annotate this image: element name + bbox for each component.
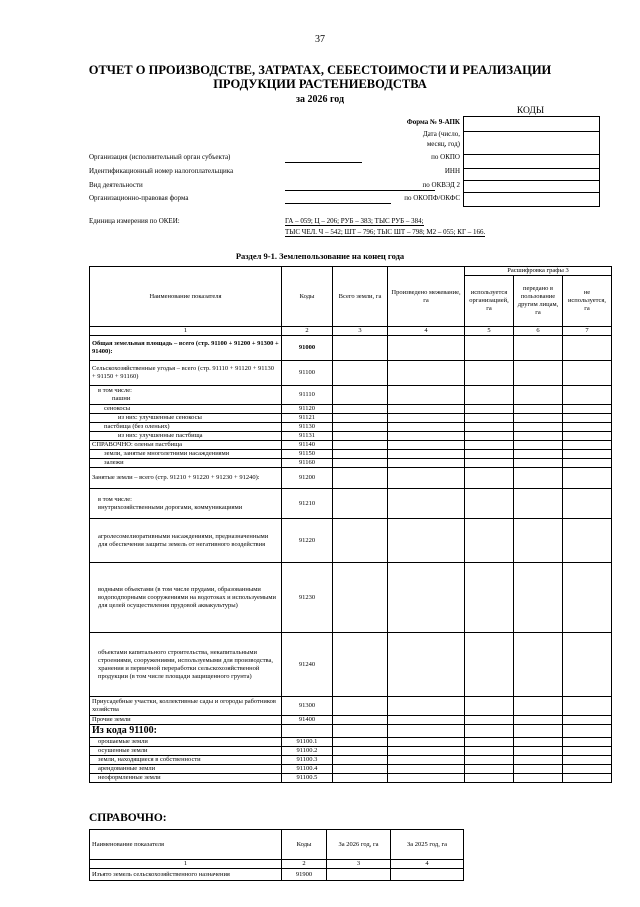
value-cell[interactable]	[465, 489, 514, 519]
value-cell[interactable]	[514, 414, 563, 423]
table-row	[90, 441, 612, 450]
row-name: из них: улучшенные сенокосы	[90, 414, 282, 423]
col-header-transferred: передано в пользование другим лицам, га	[514, 276, 563, 327]
row-name: Приусадебные участки, коллективные сады и огороды работников хозяйства	[90, 697, 282, 716]
value-cell[interactable]	[465, 716, 514, 725]
row-code: 91200	[282, 468, 333, 489]
value-cell[interactable]	[514, 459, 563, 468]
row-name: водными объектами (в том числе прудами, образованными водоподпорными сооружениями на водотоках и используемыми для целей осуществления прудовой аквакультуры)	[90, 563, 282, 633]
spravochno-table	[89, 829, 464, 881]
table-row	[90, 386, 612, 405]
value-cell[interactable]	[563, 633, 612, 697]
value-cell[interactable]	[563, 450, 612, 459]
value-cell[interactable]	[333, 747, 388, 756]
table-row	[90, 468, 612, 489]
row-name: пастбища (без оленьих)	[90, 423, 282, 432]
value-cell[interactable]	[333, 716, 388, 725]
table-row	[90, 519, 612, 563]
col-header-not-used: не используется, га	[563, 276, 612, 327]
row-code: 91220	[282, 519, 333, 563]
value-cell[interactable]	[563, 519, 612, 563]
row-name: сенокосы	[90, 405, 282, 414]
row-name: объектами капитального строительства, некапитальными строениями, сооружениями, используемыми для производства, хранения и первичной переработки сельскохозяйственной продукции (в том числе площади защищенного грунта)	[90, 633, 282, 697]
taxid-label: Идентификационный номер налогоплательщика	[89, 167, 234, 175]
table-row	[90, 869, 464, 881]
row-name-line: в том числе:	[98, 387, 132, 394]
value-cell[interactable]	[563, 489, 612, 519]
value-cell[interactable]	[388, 697, 465, 716]
from-code-heading: Из кода 91100:	[90, 725, 282, 738]
row-code: 91900	[282, 869, 327, 881]
value-cell[interactable]	[563, 423, 612, 432]
row-code: 91100.1	[282, 738, 333, 747]
value-cell[interactable]	[333, 414, 388, 423]
value-cell[interactable]	[388, 423, 465, 432]
value-cell[interactable]	[514, 756, 563, 765]
value-cell[interactable]	[333, 405, 388, 414]
value-cell[interactable]	[333, 489, 388, 519]
row-code: 91150	[282, 450, 333, 459]
value-cell[interactable]	[514, 441, 563, 450]
row-code: 91110	[282, 386, 333, 405]
table-row	[90, 738, 612, 747]
value-cell	[563, 725, 612, 738]
value-cell[interactable]	[333, 459, 388, 468]
value-cell[interactable]	[563, 441, 612, 450]
divider	[464, 180, 599, 181]
row-code: 91000	[282, 336, 333, 361]
row-code: 91230	[282, 563, 333, 633]
spravochno-heading: СПРАВОЧНО:	[89, 812, 167, 824]
table-row	[90, 765, 612, 774]
report-year: за 2026 год	[295, 94, 345, 105]
divider	[464, 131, 599, 132]
row-code: 91400	[282, 716, 333, 725]
row-name: земли, находящиеся в собственности	[90, 756, 282, 765]
value-cell[interactable]	[563, 468, 612, 489]
value-cell[interactable]	[388, 450, 465, 459]
col-header-mowing: Произведено межевание, га	[388, 267, 465, 327]
value-cell[interactable]	[388, 489, 465, 519]
row-code: 91120	[282, 405, 333, 414]
value-cell[interactable]	[333, 774, 388, 783]
table-row	[90, 450, 612, 459]
table-row	[90, 716, 612, 725]
col-number: 4	[391, 860, 464, 869]
row-name: СПРАВОЧНО: оленьи пастбища	[90, 441, 282, 450]
title-line-2: ПРОДУКЦИИ РАСТЕНИЕВОДСТВА	[213, 77, 427, 91]
page-number: 37	[315, 34, 325, 45]
value-cell[interactable]	[465, 405, 514, 414]
value-cell[interactable]	[388, 747, 465, 756]
value-cell[interactable]	[333, 450, 388, 459]
row-code: 91100.5	[282, 774, 333, 783]
value-cell[interactable]	[388, 738, 465, 747]
activity-label: Вид деятельности	[89, 181, 143, 189]
value-cell[interactable]	[563, 386, 612, 405]
value-cell[interactable]	[465, 361, 514, 386]
value-cell[interactable]	[327, 869, 391, 881]
value-cell[interactable]	[563, 774, 612, 783]
value-cell[interactable]	[563, 459, 612, 468]
units-label: Единица измерения по ОКЕИ:	[89, 217, 180, 225]
row-code: 91210	[282, 489, 333, 519]
col-number: 5	[465, 327, 514, 336]
value-cell[interactable]	[514, 747, 563, 756]
value-cell[interactable]	[465, 468, 514, 489]
row-code: 91121	[282, 414, 333, 423]
row-name: Занятые земли – всего (стр. 91210 + 91220 + 91230 + 91240):	[90, 468, 282, 489]
value-cell[interactable]	[388, 756, 465, 765]
table-row	[90, 774, 612, 783]
value-cell[interactable]	[333, 765, 388, 774]
value-cell[interactable]	[333, 697, 388, 716]
value-cell[interactable]	[465, 386, 514, 405]
org-label: Организация (исполнительный орган субъекта)	[89, 153, 231, 161]
value-cell	[465, 725, 514, 738]
row-name: Прочие земли	[90, 716, 282, 725]
date-label-2: месяц, год)	[426, 140, 460, 148]
col-number: 1	[90, 327, 282, 336]
row-code: 91130	[282, 423, 333, 432]
value-cell[interactable]	[563, 738, 612, 747]
row-name: земли, занятые многолетними насаждениями	[90, 450, 282, 459]
value-cell[interactable]	[465, 414, 514, 423]
value-cell[interactable]	[514, 774, 563, 783]
value-cell[interactable]	[388, 519, 465, 563]
value-cell[interactable]	[388, 441, 465, 450]
okopf-label: по ОКОПФ/ОКФС	[404, 194, 460, 202]
row-name: агролесомелиоративными насаждениями, предназначенными для обеспечения защиты земель от негативного воздействия	[90, 519, 282, 563]
col-header-2025: За 2025 год, га	[391, 830, 464, 860]
table-row	[90, 432, 612, 441]
value-cell[interactable]	[465, 336, 514, 361]
value-cell[interactable]	[563, 361, 612, 386]
row-code: 91240	[282, 633, 333, 697]
row-code: 91100.4	[282, 765, 333, 774]
divider	[464, 154, 599, 155]
value-cell[interactable]	[465, 633, 514, 697]
value-cell[interactable]	[465, 747, 514, 756]
value-cell[interactable]	[388, 432, 465, 441]
row-name: Общая земельная площадь – всего (стр. 91100 + 91200 + 91300 + 91400):	[90, 336, 282, 361]
divider	[464, 168, 599, 169]
row-code: 91160	[282, 459, 333, 468]
value-cell[interactable]	[388, 336, 465, 361]
value-cell[interactable]	[333, 386, 388, 405]
table-row	[90, 414, 612, 423]
row-name: осушенные земли	[90, 747, 282, 756]
legal-form-label: Организационно-правовая форма	[89, 194, 189, 202]
value-cell[interactable]	[563, 432, 612, 441]
codes-header: КОДЫ	[516, 106, 545, 116]
col-header-codes: Коды	[282, 830, 327, 860]
units-line-1: ГА – 059; Ц – 206; РУБ – 383; ТЫС РУБ – 384;	[285, 217, 424, 225]
value-cell[interactable]	[563, 756, 612, 765]
table-row	[90, 633, 612, 697]
col-header-used: используется организацией, га	[465, 276, 514, 327]
row-name-line: в том числе:	[98, 495, 132, 503]
value-cell[interactable]	[388, 765, 465, 774]
value-cell[interactable]	[563, 747, 612, 756]
value-cell[interactable]	[388, 716, 465, 725]
okpo-label: по ОКПО	[431, 153, 460, 161]
table-row	[90, 459, 612, 468]
col-number: 6	[514, 327, 563, 336]
value-cell	[282, 725, 333, 738]
value-cell[interactable]	[333, 738, 388, 747]
value-cell[interactable]	[333, 633, 388, 697]
activity-line	[285, 189, 435, 191]
row-name: арендованные земли	[90, 765, 282, 774]
value-cell[interactable]	[563, 414, 612, 423]
value-cell[interactable]	[563, 336, 612, 361]
value-cell[interactable]	[465, 459, 514, 468]
row-code: 91100.2	[282, 747, 333, 756]
value-cell[interactable]	[514, 432, 563, 441]
units-line-2: ТЫС ЧЕЛ. Ч – 542; ШТ – 796; ТЫС ШТ – 798; М2 – 055; КГ – 166.	[285, 228, 486, 236]
col-number: 3	[327, 860, 391, 869]
value-cell[interactable]	[465, 450, 514, 459]
form-number: Форма № 9-АПК	[406, 118, 460, 126]
value-cell[interactable]	[465, 441, 514, 450]
table-row	[90, 489, 612, 519]
value-cell[interactable]	[333, 423, 388, 432]
col-header-2026: За 2026 год, га	[327, 830, 391, 860]
value-cell[interactable]	[563, 563, 612, 633]
table-row	[90, 756, 612, 765]
value-cell[interactable]	[465, 697, 514, 716]
value-cell[interactable]	[333, 468, 388, 489]
value-cell[interactable]	[514, 563, 563, 633]
value-cell[interactable]	[333, 361, 388, 386]
value-cell[interactable]	[333, 519, 388, 563]
col-header-name: Наименование показателя	[90, 830, 282, 860]
value-cell[interactable]	[514, 423, 563, 432]
table-row	[90, 405, 612, 414]
value-cell[interactable]	[514, 633, 563, 697]
value-cell[interactable]	[514, 450, 563, 459]
table-row	[90, 336, 612, 361]
value-cell	[388, 725, 465, 738]
row-name-line: внутрихозяйственными дорогами, коммуникациями	[98, 503, 243, 511]
value-cell[interactable]	[388, 774, 465, 783]
value-cell[interactable]	[388, 633, 465, 697]
col-number: 7	[563, 327, 612, 336]
value-cell[interactable]	[514, 386, 563, 405]
col-number: 3	[333, 327, 388, 336]
value-cell[interactable]	[514, 716, 563, 725]
value-cell[interactable]	[388, 414, 465, 423]
title-line-1: ОТЧЕТ О ПРОИЗВОДСТВЕ, ЗАТРАТАХ, СЕБЕСТОИМОСТИ И РЕАЛИЗАЦИИ	[88, 63, 552, 77]
value-cell[interactable]	[465, 563, 514, 633]
value-cell[interactable]	[388, 405, 465, 414]
codes-box	[463, 116, 600, 207]
col-header-breakdown: Расшифровка графы 3	[465, 267, 612, 276]
table-row	[90, 697, 612, 716]
value-cell[interactable]	[465, 423, 514, 432]
value-cell[interactable]	[514, 738, 563, 747]
col-number: 1	[90, 860, 282, 869]
table-row	[90, 725, 612, 738]
value-cell[interactable]	[465, 738, 514, 747]
value-cell[interactable]	[465, 432, 514, 441]
row-code: 91140	[282, 441, 333, 450]
value-cell[interactable]	[388, 386, 465, 405]
row-name	[90, 386, 282, 405]
col-number: 4	[388, 327, 465, 336]
table-row	[90, 361, 612, 386]
table-row	[90, 563, 612, 633]
value-cell[interactable]	[391, 869, 464, 881]
value-cell[interactable]	[388, 459, 465, 468]
land-use-table	[89, 266, 612, 783]
value-cell[interactable]	[465, 774, 514, 783]
value-cell[interactable]	[333, 563, 388, 633]
row-name: Сельскохозяйственные угодья – всего (стр. 91110 + 91120 + 91130 + 91150 + 91160)	[90, 361, 282, 386]
table-row	[90, 747, 612, 756]
row-code: 91300	[282, 697, 333, 716]
value-cell	[333, 725, 388, 738]
row-name	[90, 489, 282, 519]
row-code: 91100.3	[282, 756, 333, 765]
inn-label: ИНН	[444, 167, 460, 175]
row-name-line: пашни	[112, 395, 131, 402]
section-title: Раздел 9-1. Землепользование на конец года	[235, 251, 405, 261]
divider	[464, 192, 599, 193]
date-label-1: Дата (число,	[422, 130, 460, 138]
row-code: 91131	[282, 432, 333, 441]
row-code: 91100	[282, 361, 333, 386]
row-name: из них: улучшенные пастбища	[90, 432, 282, 441]
value-cell[interactable]	[514, 468, 563, 489]
col-header-name: Наименование показателя	[90, 267, 282, 327]
report-title	[60, 63, 580, 91]
col-header-total: Всего земли, га	[333, 267, 388, 327]
org-line	[285, 161, 362, 163]
value-cell[interactable]	[514, 361, 563, 386]
value-cell[interactable]	[514, 765, 563, 774]
value-cell[interactable]	[514, 489, 563, 519]
value-cell[interactable]	[465, 519, 514, 563]
row-name: орошаемые земли	[90, 738, 282, 747]
okved-label: по ОКВЭД 2	[422, 181, 460, 189]
value-cell[interactable]	[465, 765, 514, 774]
value-cell[interactable]	[333, 756, 388, 765]
legal-form-line	[285, 202, 391, 204]
value-cell[interactable]	[333, 432, 388, 441]
value-cell[interactable]	[388, 361, 465, 386]
value-cell[interactable]	[563, 405, 612, 414]
value-cell[interactable]	[514, 336, 563, 361]
col-number: 2	[282, 327, 333, 336]
value-cell[interactable]	[333, 441, 388, 450]
value-cell[interactable]	[514, 519, 563, 563]
value-cell[interactable]	[388, 563, 465, 633]
value-cell[interactable]	[388, 468, 465, 489]
row-name: Изъято земель сельскохозяйственного назначения	[90, 869, 282, 881]
table-row	[90, 423, 612, 432]
value-cell[interactable]	[563, 765, 612, 774]
value-cell[interactable]	[514, 697, 563, 716]
col-header-codes: Коды	[282, 267, 333, 327]
value-cell[interactable]	[563, 697, 612, 716]
value-cell[interactable]	[514, 405, 563, 414]
row-name: неоформленные земли	[90, 774, 282, 783]
row-name: залежи	[90, 459, 282, 468]
value-cell[interactable]	[465, 756, 514, 765]
value-cell[interactable]	[333, 336, 388, 361]
value-cell[interactable]	[563, 716, 612, 725]
col-number: 2	[282, 860, 327, 869]
value-cell	[514, 725, 563, 738]
